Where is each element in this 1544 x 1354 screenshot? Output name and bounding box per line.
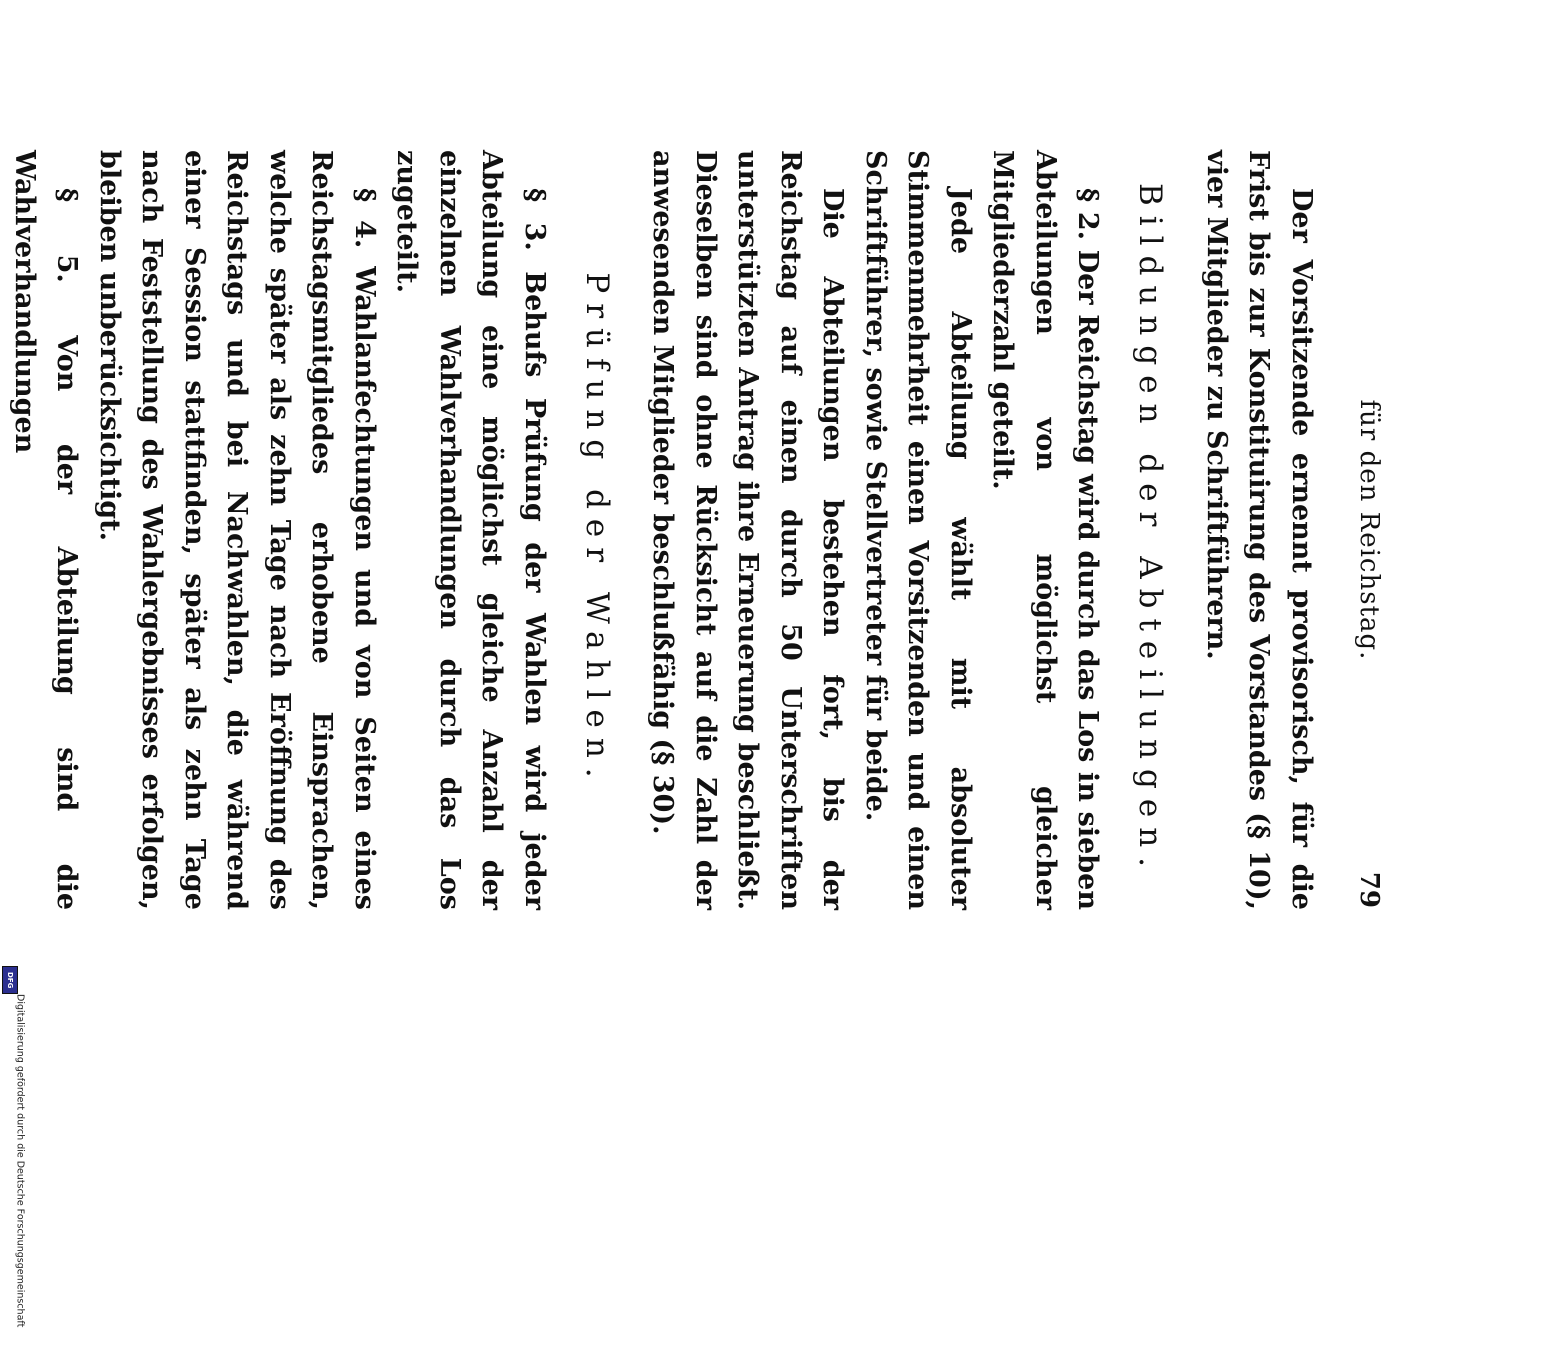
section-heading-pruefung: Prüfung der Wahlen. [579,272,615,788]
paragraph-section-2: § 2. Der Reichstag wird durch das Los in sieben Abteilungen von möglichst gleicher Mitgliederzahl geteilt. [987,150,1104,910]
running-title: für den Reichstag. [1354,399,1384,661]
intro-paragraph: Der Vorsitzende ernennt provisorisch, für die Frist bis zur Konstituirung des Vorstandes (§ 10), vier Mitglieder zu Schriftführern. [1201,150,1317,910]
paragraph-section-5: § 5. Von der Abteilung sind die Wahlverhandlungen [9,150,83,910]
dfg-logo-icon: DFG [2,966,18,994]
digitization-credit [0,598,26,1328]
paragraph-section-4: § 4. Wahlanfechtungen und von Seiten eines Reichstagsmitgliedes erhobene Einsprachen, welche später als zehn Tage nach Eröffnung des Reichstags und bei Nachwahlen, die während einer Session stattfinden, später als zehn Tage nach Feststellung des Wahlergebnisses erfolgen, bleiben unberücksichtigt. [94,150,380,910]
page-number: 79 [1354,871,1384,908]
paragraph-abteilung-wahl: Jede Abteilung wählt mit absoluter Stimmenmehrheit einen Vorsitzenden und einen Schriftführer, sowie Stellvertreter für beide. [860,150,976,910]
page-text-block [0,150,1384,910]
paragraph-section-3: § 3. Behufs Prüfung der Wahlen wird jeder Abteilung eine möglichst gleiche Anzahl der einzelnen Wahlverhandlungen durch das Los zugeteilt. [391,150,550,910]
credit-text: Digitalisierung gefördert durch die Deutsche Forschungsgemeinschaft [14,994,26,1328]
section-heading-abteilungen: Bildungen der Abteilungen. [1132,182,1169,878]
paragraph-abteilungen-bestehen: Die Abteilungen bestehen fort, bis der Reichstag auf einen durch 50 Unterschriften unterstützten Antrag ihre Erneuerung beschließt. Dieselben sind ohne Rücksicht auf die Zahl der anwesenden Mitglieder beschlußfähig (§ 30). [647,150,849,910]
running-head [1344,150,1384,910]
